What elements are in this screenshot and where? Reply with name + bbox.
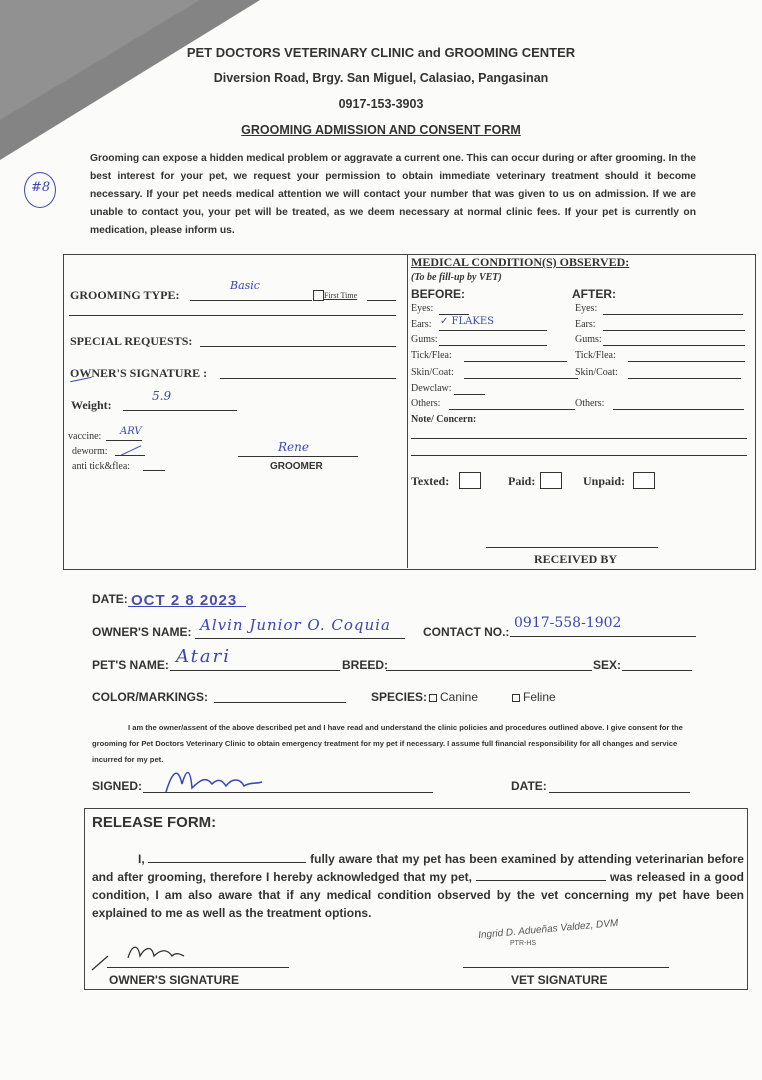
release-title: RELEASE FORM: — [92, 814, 217, 831]
before-item-line[interactable] — [439, 345, 547, 346]
date-label: DATE: — [92, 592, 128, 606]
grooming-type-label: GROOMING TYPE: — [70, 288, 180, 302]
date-stamp: OCT 2 8 2023 — [131, 592, 238, 609]
signed-date-label: DATE: — [511, 779, 547, 793]
owner-name-value[interactable]: Alvin Junior O. Coquia — [200, 616, 391, 634]
groomer-label: GROOMER — [270, 461, 323, 472]
breed-label: BREED: — [342, 658, 389, 672]
received-by-label: RECEIVED BY — [534, 552, 618, 566]
after-item-label: Others: — [575, 398, 605, 409]
before-item-label: Gums: — [411, 334, 438, 345]
texted-label: Texted: — [411, 474, 450, 488]
before-item-line[interactable] — [439, 330, 547, 331]
after-item-line[interactable] — [603, 314, 743, 315]
signed-date-line — [549, 792, 690, 793]
after-item-label: Tick/Flea: — [575, 350, 616, 361]
pet-name-line — [170, 670, 340, 671]
pet-name-value[interactable]: Atari — [176, 646, 232, 667]
first-time-checkbox[interactable] — [313, 290, 324, 301]
canine-label: Canine — [440, 690, 479, 704]
release-owner-signature-scrawl — [88, 938, 198, 974]
unpaid-label: Unpaid: — [583, 474, 626, 488]
before-item-line[interactable] — [464, 378, 578, 379]
paid-label: Paid: — [508, 474, 536, 488]
ears-before-value[interactable]: ✓ FLAKES — [440, 316, 494, 327]
groomer-line — [238, 456, 358, 457]
after-label: AFTER: — [572, 287, 616, 301]
vet-signature-line — [463, 967, 669, 968]
special-requests-line — [200, 346, 396, 347]
vaccine-line — [106, 440, 142, 441]
owner-name-label: OWNER'S NAME: — [92, 625, 192, 639]
release-paragraph — [92, 850, 744, 922]
note-label: Note/ Concern: — [411, 414, 477, 425]
after-item-line[interactable] — [628, 361, 745, 362]
contact-line — [510, 636, 696, 637]
grooming-type-line — [190, 300, 312, 301]
consent-paragraph — [92, 720, 698, 768]
after-item-label: Eyes: — [575, 303, 598, 314]
owner-name-line — [195, 638, 405, 639]
note-line-1 — [411, 438, 747, 439]
grooming-type-extra-line — [69, 315, 396, 316]
weight-value[interactable]: 5.9 — [152, 389, 172, 403]
feline-label: Feline — [523, 690, 556, 704]
before-label: BEFORE: — [411, 287, 465, 301]
consent-text: I am the owner/assent of the above described pet and I have read and understand the clinic policies and procedures outlined above. I give consent for the grooming for Pet Doctors Veterinary Clinic to obtain emergency treatment for my pet if necessary. I assume full financial responsibility for all changes and service incurred for my pet. — [92, 723, 683, 764]
first-time-label: First Time — [324, 291, 358, 300]
species-label: SPECIES: — [371, 690, 428, 704]
special-requests-label: SPECIAL REQUESTS: — [70, 334, 193, 348]
note-line-2 — [411, 455, 747, 456]
vet-name-stamp: Ingrid D. Adueñas Valdez, DVM — [477, 917, 619, 942]
after-item-label: Skin/Coat: — [575, 367, 618, 378]
before-item-line[interactable] — [439, 314, 469, 315]
release-owner-blank[interactable] — [148, 862, 306, 863]
unpaid-checkbox[interactable] — [633, 472, 655, 489]
clinic-name: PET DOCTORS VETERINARY CLINIC and GROOMING CENTER — [186, 45, 576, 60]
before-item-line[interactable] — [454, 394, 485, 395]
vaccine-label: vaccine: — [68, 431, 102, 442]
after-item-line[interactable] — [628, 378, 741, 379]
release-pet-blank[interactable] — [476, 880, 606, 881]
after-item-line[interactable] — [603, 330, 745, 331]
color-markings-line — [214, 702, 346, 703]
weight-line — [123, 410, 237, 411]
feline-checkbox[interactable] — [512, 694, 520, 702]
before-item-label: Tick/Flea: — [411, 350, 452, 361]
release-text-1: I, — [138, 852, 149, 866]
grooming-type-value[interactable]: Basic — [230, 279, 260, 292]
owner-signature-scrawl — [160, 762, 270, 798]
release-owner-line — [107, 967, 289, 968]
sex-label: SEX: — [593, 658, 622, 672]
contact-label: CONTACT NO.: — [423, 625, 510, 639]
color-markings-label: COLOR/MARKINGS: — [92, 690, 208, 704]
breed-line — [386, 670, 592, 671]
before-item-label: Others: — [411, 398, 441, 409]
contact-value[interactable]: 0917-558-1902 — [514, 615, 622, 631]
form-title: GROOMING ADMISSION AND CONSENT FORM — [241, 123, 521, 137]
sex-line — [622, 670, 692, 671]
after-item-label: Gums: — [575, 334, 602, 345]
anti-tick-line — [143, 470, 165, 471]
release-text-3: was released in a good condition, I am also aware that if any medical condition observed by the vet concerning my pet have been explained to me as well as the treatment options. — [92, 870, 745, 920]
received-by-line — [486, 547, 658, 548]
before-item-label: Eyes: — [411, 303, 434, 314]
release-owner-signature-label: OWNER'S SIGNATURE — [109, 973, 239, 987]
intro-paragraph: Grooming can expose a hidden medical problem or aggravate a current one. This can occur during or after grooming. In the best interest for your pet, we request your permission to obtain immediate veterinary treatment should it become necessary. If your pet needs medical attention we will contact your number that was given to us on admission. If we are unable to contact you, your pet will be treated, as we deem necessary at normal clinic fees. If your pet is currently on medication, please inform us. — [90, 153, 696, 236]
after-item-line[interactable] — [613, 409, 744, 410]
groomer-signature: Rene — [278, 440, 309, 454]
before-item-label: Dewclaw: — [411, 383, 452, 394]
owner-signature-line — [220, 378, 396, 379]
medical-title: MEDICAL CONDITION(S) OBSERVED: — [411, 255, 630, 269]
medical-subtitle: (To be fill-up by VET) — [411, 272, 502, 283]
vet-license-stamp: PTR-HS — [510, 940, 537, 947]
before-item-label: Skin/Coat: — [411, 367, 454, 378]
clinic-address: Diversion Road, Brgy. San Miguel, Calasiao, Pangasinan — [213, 71, 549, 85]
paid-checkbox[interactable] — [540, 472, 562, 489]
anti-tick-label: anti tick&flea: — [72, 461, 131, 472]
texted-checkbox[interactable] — [459, 472, 481, 489]
vet-signature-label: VET SIGNATURE — [511, 973, 608, 987]
after-item-line[interactable] — [603, 345, 745, 346]
signed-label: SIGNED: — [92, 779, 143, 793]
vaccine-value[interactable]: ARV — [120, 426, 142, 437]
release-text-2: fully aware that my pet has been examined by attending veterinarian before and after grooming, therefore I hereby acknowledged that my pet, — [92, 852, 744, 884]
before-item-line[interactable] — [464, 361, 567, 362]
deworm-label: deworm: — [72, 446, 108, 457]
canine-checkbox[interactable] — [429, 694, 437, 702]
before-item-label: Ears: — [411, 319, 432, 330]
after-item-label: Ears: — [575, 319, 596, 330]
pet-name-label: PET'S NAME: — [92, 658, 169, 672]
deworm-line — [115, 455, 145, 456]
clinic-phone: 0917-153-3903 — [338, 97, 424, 111]
owner-signature-label: OWNER'S SIGNATURE : — [70, 366, 208, 380]
first-time-line — [367, 300, 396, 301]
weight-label: Weight: — [71, 398, 112, 412]
date-line — [128, 606, 246, 607]
margin-note: #8 — [31, 180, 51, 195]
admission-divider — [407, 254, 408, 568]
before-item-line[interactable] — [449, 409, 575, 410]
